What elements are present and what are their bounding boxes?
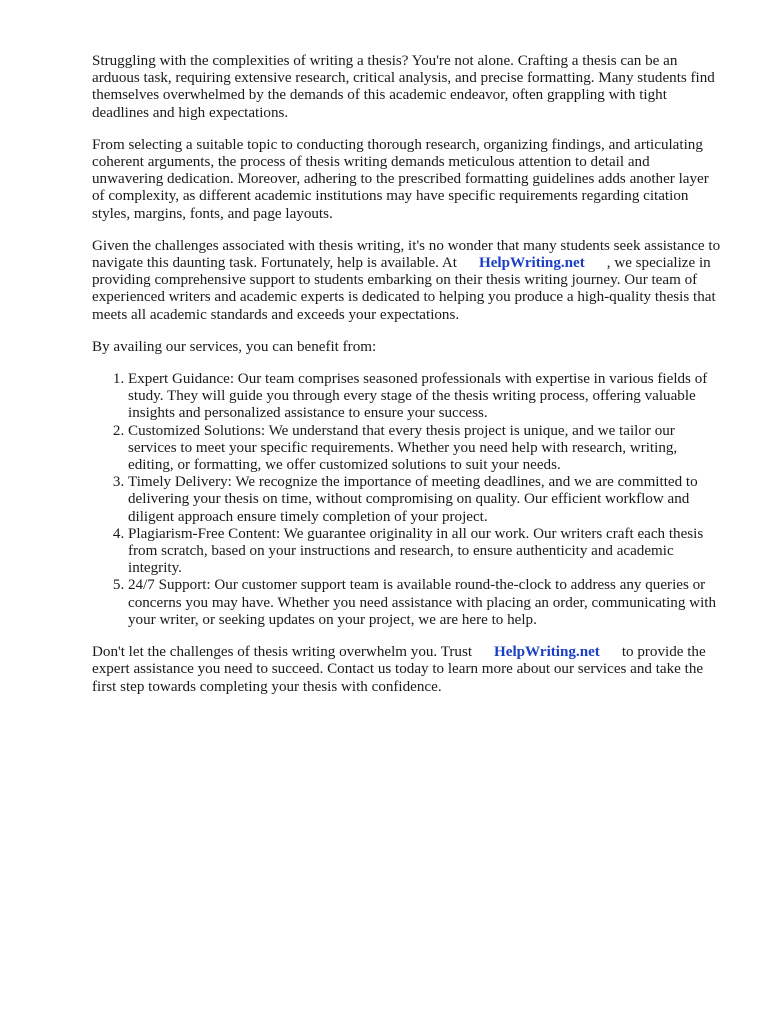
benefits-intro: By availing our services, you can benefit from: (92, 338, 377, 355)
benefits-list (92, 371, 722, 629)
closing-paragraph-text-before: Don't let the challenges of thesis writing overwhelm you. Trust (92, 644, 473, 661)
help-paragraph-text-after: , we specialize in providing comprehensive support to students embarking on their thesis writing journey. Our team of experienced writers and academic experts is dedicated to helping you produce a high-quality thesis that meets all academic standards and exceeds your expectations. (92, 255, 716, 323)
process-paragraph: From selecting a suitable topic to conducting thorough research, organizing findings, and articulating coherent arguments, the process of thesis writing demands meticulous attention to detail and unwavering dedication. Moreover, adhering to the prescribed formatting guidelines adds another layer of complexity, as different academic institutions may have specific requirements regarding citation styles, margins, fonts, and page layouts. (92, 136, 709, 222)
help-paragraph (92, 238, 722, 324)
document-page (92, 53, 722, 711)
intro-paragraph: Struggling with the complexities of writing a thesis? You're not alone. Crafting a thesis can be an arduous task, requiring extensive research, critical analysis, and precise formatting. Many students find themselves overwhelmed by the demands of this academic endeavor, often grappling with tight deadlines and high expectations. (92, 53, 715, 121)
list-item: 2. Customized Solutions: We understand that every thesis project is unique, and we tailor our services to meet your specific requirements. Whether you need help with research, writing, editing, or formatting, we offer customized solutions to suit your needs. (128, 423, 722, 475)
list-item: 4. Plagiarism-Free Content: We guarantee originality in all our work. Our writers craft each thesis from scratch, based on your instructions and research, to ensure authenticity and academic integrity. (128, 526, 722, 578)
closing-paragraph (92, 644, 722, 696)
list-item: 3. Timely Delivery: We recognize the importance of meeting deadlines, and we are committed to delivering your thesis on time, without compromising on quality. Our efficient workflow and diligent approach ensure timely completion of your project. (128, 474, 722, 526)
help-paragraph-text-before: Given the challenges associated with thesis writing, it's no wonder that many students seek assistance to navigate this daunting task. Fortunately, help is available. At (92, 237, 721, 272)
list-item: 1. Expert Guidance: Our team comprises seasoned professionals with expertise in various fields of study. They will guide you through every stage of the thesis writing process, offering valuable insights and personalized assistance to ensure your success. (128, 371, 722, 423)
closing-paragraph-text-after: to provide the expert assistance you need to succeed. Contact us today to learn more about our services and take the first step towards completing your thesis with confidence. (92, 644, 706, 695)
helpwriting-link[interactable]: HelpWriting.net (478, 255, 585, 272)
helpwriting-link-closing[interactable]: HelpWriting.net (494, 644, 600, 661)
list-item: 5. 24/7 Support: Our customer support team is available round-the-clock to address any queries or concerns you may have. Whether you need assistance with placing an order, communicating with your writer, or seeking updates on your project, we are here to help. (128, 577, 722, 629)
